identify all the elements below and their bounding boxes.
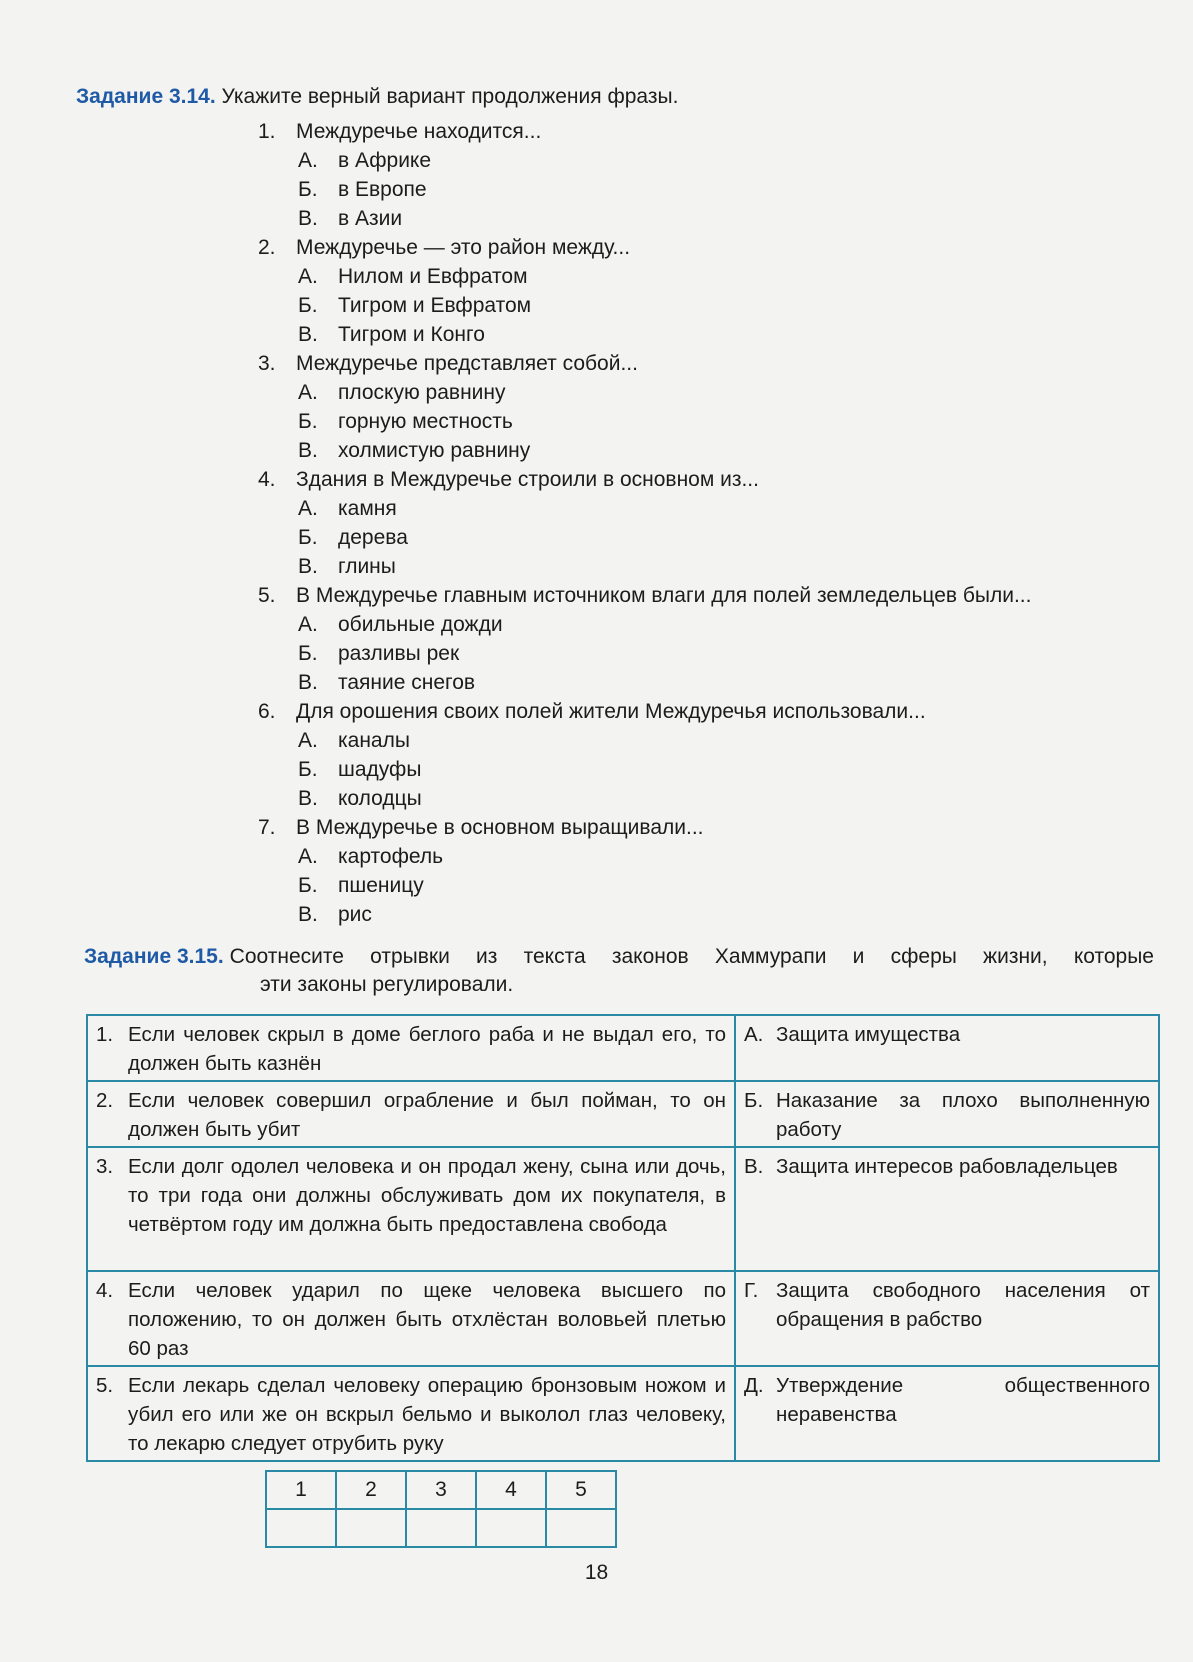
option-text: Нилом и Евфратом	[338, 265, 528, 288]
sphere-cell	[735, 1081, 1159, 1147]
option-letter: Б.	[298, 294, 318, 317]
option-text: таяние снегов	[338, 671, 476, 694]
option-letter: А.	[298, 613, 318, 636]
question-text: В Междуречье главным источником влаги для полей земледельцев были...	[296, 584, 1032, 607]
answer-header: 1	[266, 1471, 336, 1509]
option-letter: А.	[298, 729, 318, 752]
task-3-14-instruction: Укажите верный вариант продолжения фразы.	[221, 85, 679, 108]
option-letter: А.	[298, 845, 318, 868]
answer-cell-2[interactable]	[336, 1509, 406, 1547]
option-text: разливы рек	[338, 642, 460, 665]
option-text: шадуфы	[338, 758, 422, 781]
option-text: в Азии	[338, 207, 403, 230]
question-text: Междуречье — это район между...	[296, 236, 631, 259]
option-text: картофель	[338, 845, 444, 868]
option-letter: В.	[298, 787, 318, 810]
question-text: Для орошения своих полей жители Междуречья использовали...	[296, 700, 926, 723]
option-letter: А.	[298, 497, 318, 520]
answer-cell-3[interactable]	[406, 1509, 476, 1547]
option-text: колодцы	[338, 787, 422, 810]
question-text: Междуречье находится...	[296, 120, 542, 143]
law-text: Если человек совершил ограбление и был пойман, то он должен быть убит	[128, 1089, 726, 1141]
option-3c	[258, 436, 1158, 465]
law-text: Если долг одолел человека и он продал жену, сына или дочь, то три года они должны обслуживать дом их покупателя, в четвёртом году им должна быть предоставлена свобода	[128, 1155, 726, 1236]
option-2a	[258, 262, 1158, 291]
option-letter: В.	[298, 207, 318, 230]
option-text: обильные дожди	[338, 613, 503, 636]
law-cell	[87, 1015, 735, 1081]
task-3-14-heading	[76, 83, 678, 111]
option-text: Тигром и Евфратом	[338, 294, 532, 317]
task-3-15-line-1	[84, 943, 1154, 971]
law-text: Если человек ударил по щеке человека высшего по положению, то он должен быть отхлёстан воловьей плетью 60 раз	[128, 1279, 726, 1360]
answer-header: 5	[546, 1471, 616, 1509]
sphere-cell	[735, 1147, 1159, 1271]
option-4a	[258, 494, 1158, 523]
page-number: 18	[584, 1561, 609, 1584]
option-5b	[258, 639, 1158, 668]
option-text: камня	[338, 497, 397, 520]
law-cell	[87, 1081, 735, 1147]
law-number: 4.	[96, 1279, 114, 1302]
option-2c	[258, 320, 1158, 349]
option-7b	[258, 871, 1158, 900]
law-cell	[87, 1147, 735, 1271]
option-text: в Африке	[338, 149, 432, 172]
option-text: глины	[338, 555, 396, 578]
sphere-letter: Д.	[744, 1374, 764, 1397]
question-number: 1.	[258, 120, 276, 143]
option-letter: В.	[298, 671, 318, 694]
sphere-text: Утверждение общественного неравенства	[776, 1374, 1150, 1426]
option-7a	[258, 842, 1158, 871]
option-1c	[258, 204, 1158, 233]
sphere-cell	[735, 1015, 1159, 1081]
option-text: холмистую равнину	[338, 439, 531, 462]
option-letter: Б.	[298, 526, 318, 549]
question-text: В Междуречье в основном выращивали...	[296, 816, 704, 839]
answer-header-row	[266, 1471, 616, 1509]
option-letter: В.	[298, 555, 318, 578]
option-letter: Б.	[298, 758, 318, 781]
question-number: 5.	[258, 584, 276, 607]
answer-cell-1[interactable]	[266, 1509, 336, 1547]
sphere-letter: А.	[744, 1023, 764, 1046]
option-text: дерева	[338, 526, 408, 549]
option-5a	[258, 610, 1158, 639]
answer-header: 4	[476, 1471, 546, 1509]
question-number: 6.	[258, 700, 276, 723]
option-letter: А.	[298, 381, 318, 404]
law-cell	[87, 1366, 735, 1461]
task-3-15-heading	[84, 943, 1154, 999]
option-3a	[258, 378, 1158, 407]
question-number: 4.	[258, 468, 276, 491]
sphere-letter: Г.	[744, 1279, 759, 1302]
option-1b	[258, 175, 1158, 204]
answer-cell-5[interactable]	[546, 1509, 616, 1547]
question-text: Междуречье представляет собой...	[296, 352, 638, 375]
sphere-text: Защита имущества	[776, 1023, 961, 1046]
question-3	[258, 349, 1158, 378]
answer-header: 2	[336, 1471, 406, 1509]
sphere-cell	[735, 1271, 1159, 1366]
task-3-15-label: Задание 3.15.	[84, 945, 224, 968]
question-number: 7.	[258, 816, 276, 839]
question-list	[258, 117, 1158, 929]
sphere-letter: Б.	[744, 1089, 764, 1112]
option-4c	[258, 552, 1158, 581]
option-letter: А.	[298, 149, 318, 172]
law-text: Если лекарь сделал человеку операцию бронзовым ножом и убил его или же он вскрыл бельмо и выколол глаз человеку, то лекарю следует отрубить руку	[128, 1374, 726, 1455]
matching-table	[86, 1014, 1160, 1462]
table-row	[87, 1271, 1159, 1366]
law-number: 2.	[96, 1089, 114, 1112]
question-number: 2.	[258, 236, 276, 259]
task-3-15-instruction-cont: эти законы регулировали.	[260, 973, 514, 996]
question-6	[258, 697, 1158, 726]
option-letter: Б.	[298, 874, 318, 897]
option-5c	[258, 668, 1158, 697]
option-text: горную местность	[338, 410, 513, 433]
option-text: рис	[338, 903, 372, 926]
task-3-14-label: Задание 3.14.	[76, 85, 216, 108]
option-letter: Б.	[298, 410, 318, 433]
sphere-text: Защита интересов рабовладельцев	[776, 1155, 1118, 1178]
option-text: каналы	[338, 729, 410, 752]
sphere-text: Наказание за плохо выполненную работу	[776, 1089, 1150, 1141]
question-7	[258, 813, 1158, 842]
option-1a	[258, 146, 1158, 175]
answer-cell-4[interactable]	[476, 1509, 546, 1547]
task-3-15-instruction: Соотнесите отрывки из текста законов Хаммурапи и сферы жизни, которые	[229, 945, 1154, 968]
option-6a	[258, 726, 1158, 755]
table-row	[87, 1015, 1159, 1081]
answer-header: 3	[406, 1471, 476, 1509]
question-text: Здания в Междуречье строили в основном из...	[296, 468, 759, 491]
answer-input-row	[266, 1509, 616, 1547]
question-2	[258, 233, 1158, 262]
sphere-letter: В.	[744, 1155, 764, 1178]
table-row	[87, 1366, 1159, 1461]
law-cell	[87, 1271, 735, 1366]
law-number: 1.	[96, 1023, 114, 1046]
table-row	[87, 1147, 1159, 1271]
option-letter: Б.	[298, 178, 318, 201]
option-2b	[258, 291, 1158, 320]
answer-grid	[265, 1470, 617, 1548]
option-letter: В.	[298, 439, 318, 462]
table-row	[87, 1081, 1159, 1147]
option-6c	[258, 784, 1158, 813]
sphere-text: Защита свободного населения от обращения в рабство	[776, 1279, 1150, 1331]
option-6b	[258, 755, 1158, 784]
question-4	[258, 465, 1158, 494]
option-text: пшеницу	[338, 874, 424, 897]
option-text: Тигром и Конго	[338, 323, 485, 346]
option-3b	[258, 407, 1158, 436]
option-letter: В.	[298, 323, 318, 346]
option-4b	[258, 523, 1158, 552]
option-letter: В.	[298, 903, 318, 926]
question-number: 3.	[258, 352, 276, 375]
option-letter: Б.	[298, 642, 318, 665]
option-letter: А.	[298, 265, 318, 288]
question-5	[258, 581, 1158, 610]
law-number: 5.	[96, 1374, 114, 1397]
option-text: плоскую равнину	[338, 381, 506, 404]
option-text: в Европе	[338, 178, 427, 201]
law-text: Если человек скрыл в доме беглого раба и не выдал его, то должен быть казнён	[128, 1023, 726, 1075]
option-7c	[258, 900, 1158, 929]
question-1	[258, 117, 1158, 146]
law-number: 3.	[96, 1155, 114, 1178]
sphere-cell	[735, 1366, 1159, 1461]
